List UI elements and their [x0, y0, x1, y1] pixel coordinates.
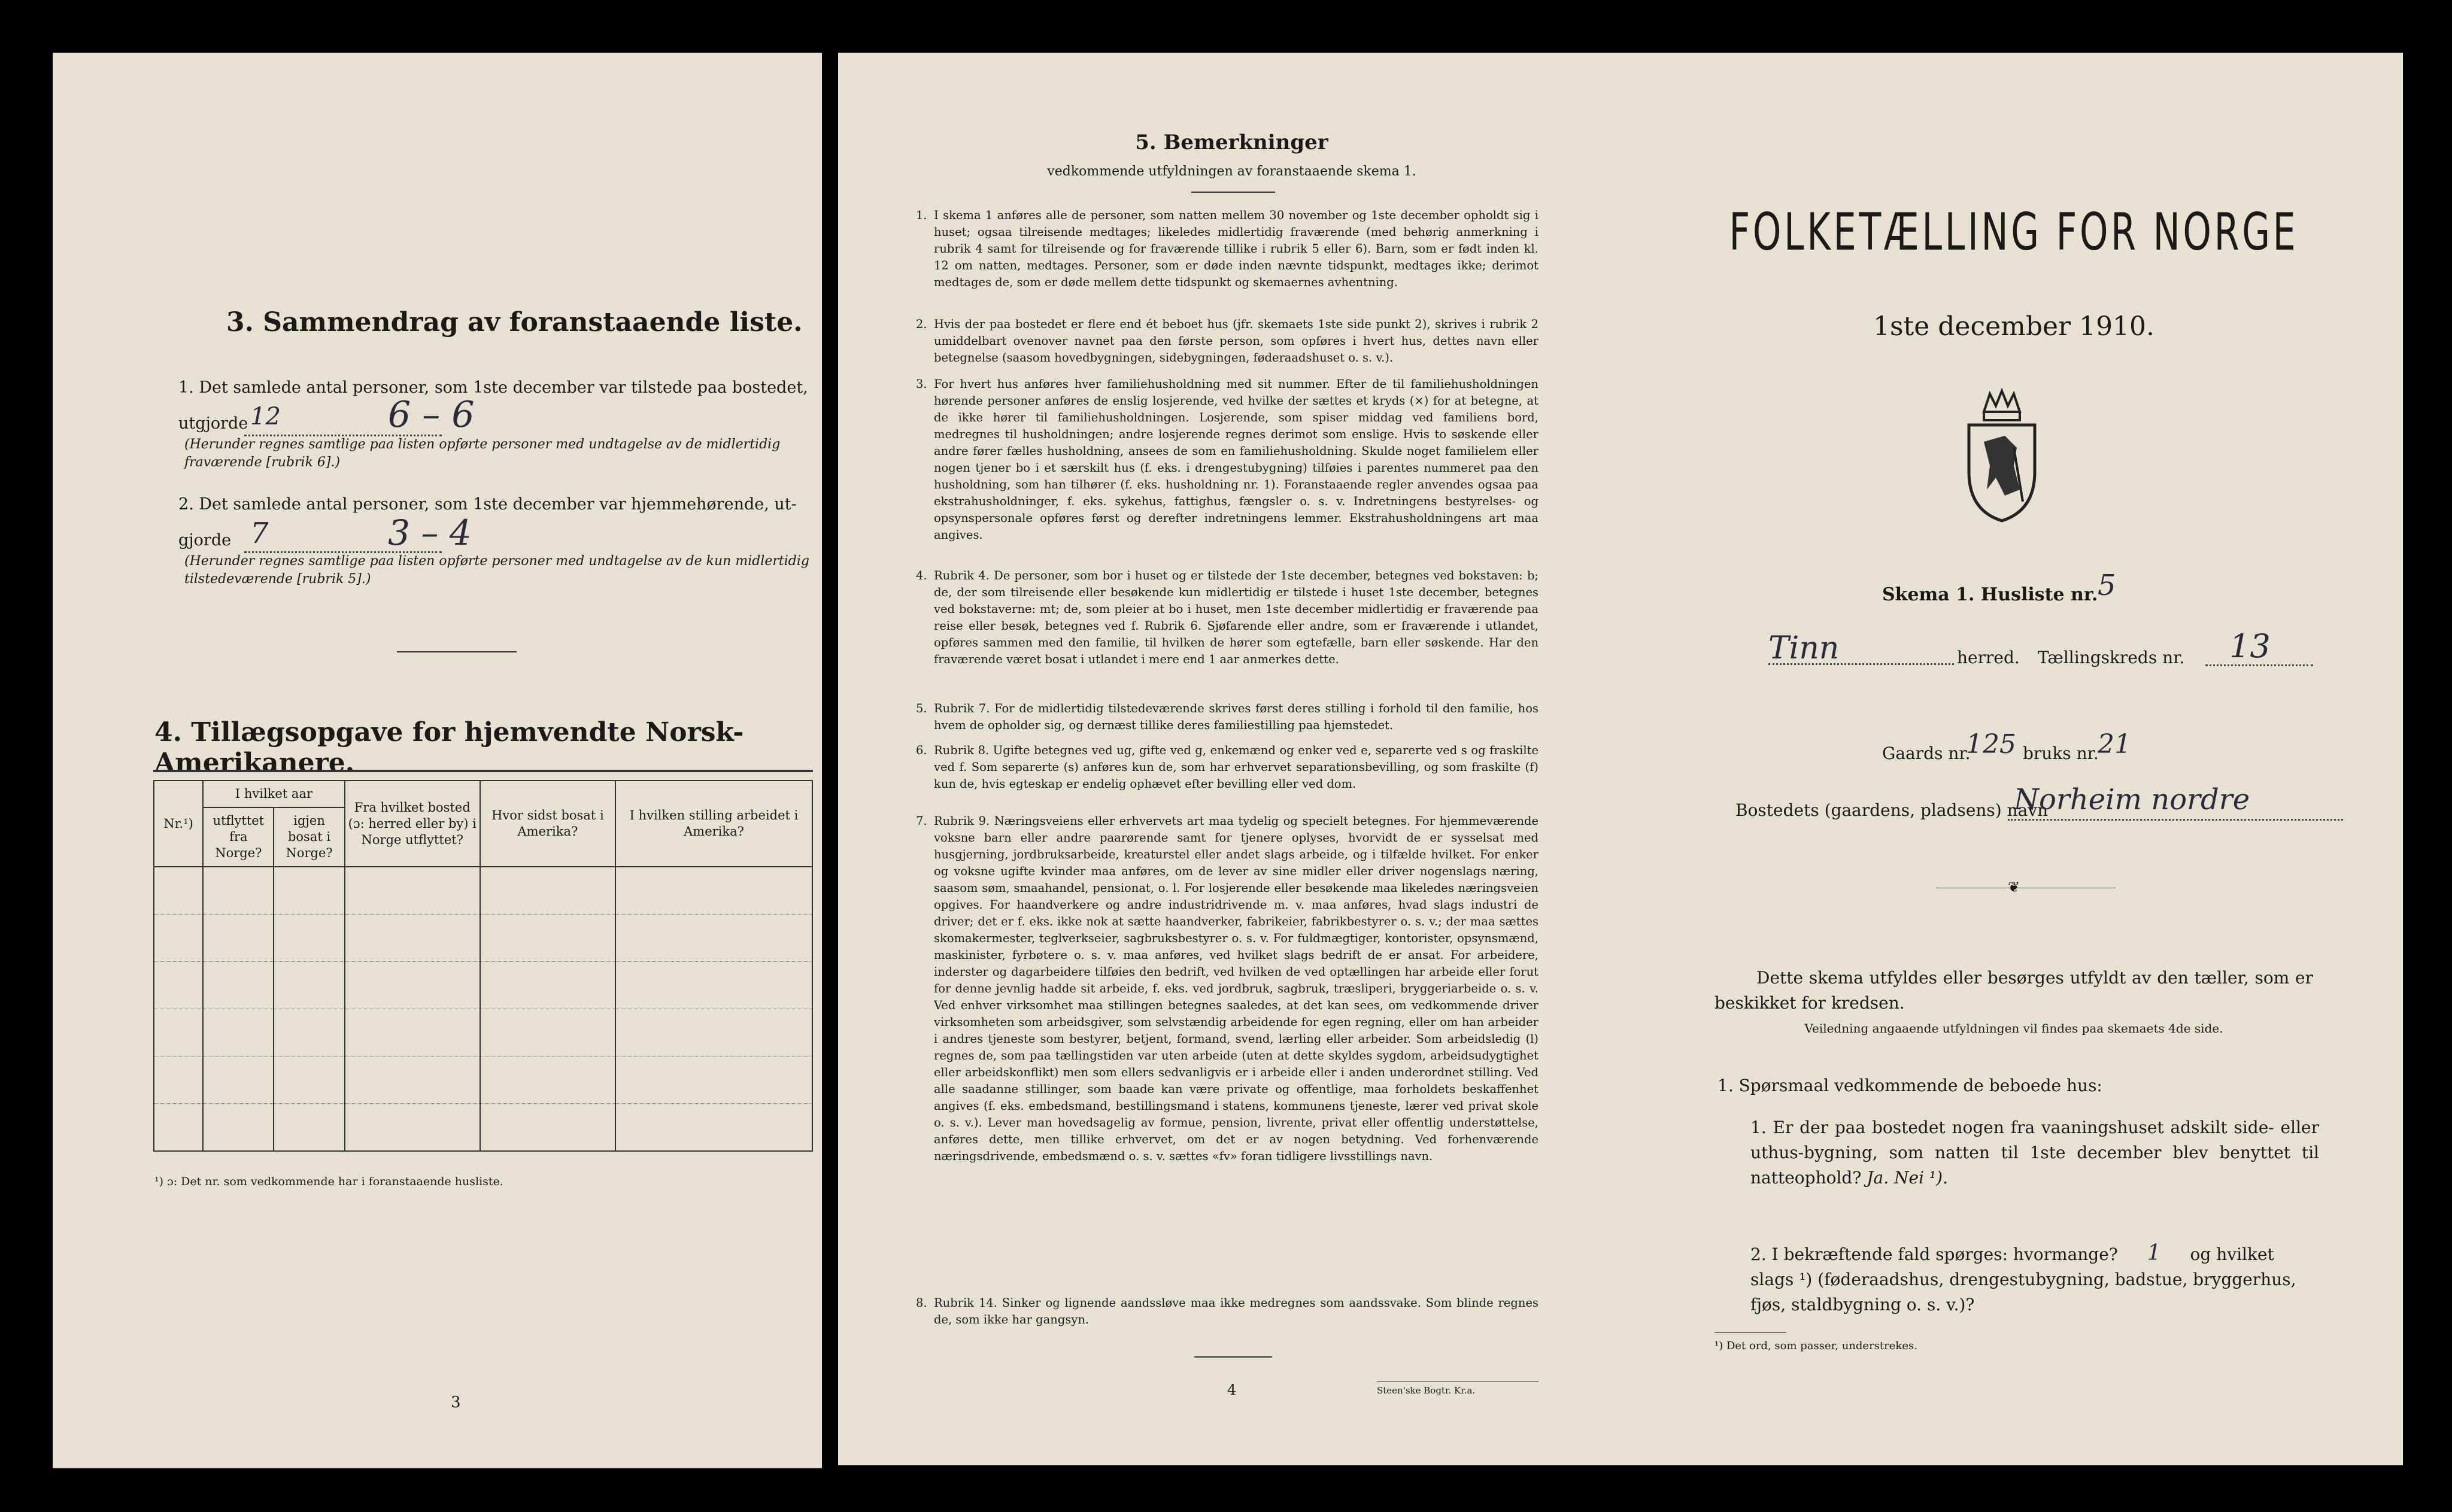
- gaards-label: Gaards nr.: [1882, 743, 1971, 763]
- herred-dotted-line: [1768, 663, 1954, 665]
- divider: [1191, 192, 1275, 193]
- section-4-title: 4. Tillægsopgave for hjemvendte Norsk-Amerikanere.: [154, 717, 744, 778]
- coat-of-arms-icon: [1957, 388, 2047, 526]
- remark-item-2: 2. Hvis der paa bostedet er flere end ét beboet hus (jfr. skemaets 1ste side punkt 2), skrives i rubrik 2 umiddelbart ovenover navnet paa den første person, som opføres i hvert hus, dettes navn eller betegnelse (saasom hovedbygningen, sidebygningen, føderaadshuset o. s. v.).: [916, 317, 1538, 365]
- q1-utgjorde-label: utgjorde: [178, 414, 248, 433]
- bruks-label: bruks nr.: [2023, 743, 2099, 763]
- remark-item-4: 4. Rubrik 4. De personer, som bor i huset og er tilstede der 1ste december, betegnes ved bokstaven: b; de, der som tilreisende eller besøkende kun midlertidig er tilstede i huset 1ste december, betegnes ved bokstaverne: mt; de, som pleier at bo i huset, men 1ste december midlertidig er fraværende paa reise eller besøk, betegnes ved f. Rubrik 6. Sjøfarende eller andre, som er fraværende i utlandet, opføres sammen med den familie, til hvilken de hører som egtefælle, barn eller søskende. Har den fraværende været bosat i utlandet i mere end 1 aar anmerkes dette.: [916, 569, 1538, 666]
- page-number: 3: [451, 1393, 461, 1411]
- q1-line: 1. Det samlede antal personer, som 1ste december var tilstede paa bostedet,: [178, 378, 808, 397]
- section-5-subtitle: vedkommende utfyldningen av foranstaaende skema 1.: [1047, 164, 1416, 179]
- section-4-footnote: ¹) ɔ: Det nr. som vedkommende har i foranstaaende husliste.: [154, 1175, 503, 1188]
- bosted-value: Norheim nordre: [2014, 783, 2250, 816]
- bosted-dotted-line: [2008, 819, 2343, 821]
- norsk-amerikanere-table: [153, 780, 813, 1152]
- page-right: [1625, 53, 2403, 1465]
- col-position: I hvilken stilling arbeidet i Amerika?: [615, 781, 812, 867]
- husliste-nr-value: 5: [2098, 569, 2116, 602]
- remark-item-5: 5. Rubrik 7. For de midlertidig tilstedeværende skrives først deres stilling i forhold til den familie, hos hvem de opholder sig, og dernæst tillike deres familiestilling paa hjemstedet.: [916, 702, 1538, 732]
- remark-item-1: 1. I skema 1 anføres alle de personer, som natten mellem 30 november og 1ste december opholdt sig i huset; ogsaa tilreisende medtages; likeledes midlertidig fraværende (med behørig anmerkning i rubrik 4 samt for tilreisende og for fraværende tillike i rubrik 5 eller 6). Barn, som er født inden kl. 12 om natten, medtages. Personer, som er døde inden nævnte tidspunkt, medtages ikke; derimot medtages de, som er døde mellem dette tidspunkt og skemaernes avhentning.: [916, 208, 1538, 289]
- bruks-value: 21: [2098, 729, 2131, 760]
- table-row: [154, 1056, 812, 1104]
- questions-header: 1. Spørsmaal vedkommende de beboede hus:: [1717, 1076, 2102, 1095]
- right-footnote: ¹) Det ord, som passer, understrekes.: [1714, 1340, 1917, 1352]
- kreds-label: Tællingskreds nr.: [2038, 648, 2185, 667]
- col-emigrated: utflyttet fra Norge?: [203, 807, 274, 867]
- herred-value: Tinn: [1768, 630, 1840, 666]
- herred-label: herred.: [1957, 648, 2020, 667]
- question-2: 2. I bekræftende fald spørges: hvormange? 1 og hvilket slags ¹) (føderaadshus, drengestubygning, badstue, bryggerhus, fjøs, staldbygning o. s. v.)?: [1750, 1241, 2296, 1314]
- printer-credit: Steen'ske Bogtr. Kr.a.: [1377, 1385, 1476, 1396]
- remark-item-3: 3. For hvert hus anføres hver familiehusholdning med sit nummer. Efter de til familiehusholdningen hørende personer anføres de enslig losjerende, ved hvilke der sættes et kryds (×) for at betegne, at de ikke hører til familiehusholdningen. Losjerende, som spiser middag ved familiens bord, medregnes til husholdningen; andre losjerende regnes derimot som enslige. Hvis to søskende eller andre fører fælles husholdning, ansees de som en familiehusholdning. Skulde noget familielem eller nogen tjener bo i et særskilt hus (f. eks. i drengestubygning) tilføies i parentes nummeret paa den husholdning, som han tilhører (f. eks. husholdning nr. 1). Foranstaaende regler anvendes ogsaa paa ekstrahusholdninger, f. eks. sykehus, fattighus, fængsler o. s. v. Indretningens bestyrelses- og opsynspersonale opføres først og derefter indretningens lemmer. Ekstrahusholdningens art maa angives.: [916, 377, 1538, 542]
- rule: [1714, 1332, 1786, 1333]
- col-returned: igjen bosat i Norge?: [274, 807, 344, 867]
- divider: [1194, 1356, 1272, 1358]
- q1-handwritten-a: 12: [250, 403, 281, 430]
- section-5-title: 5. Bemerkninger: [1135, 130, 1328, 154]
- page-number: 4: [1227, 1382, 1237, 1398]
- q2-handwritten-a: 7: [250, 517, 269, 550]
- question-2-handwritten: 1: [2147, 1241, 2161, 1265]
- kreds-value: 13: [2229, 627, 2271, 665]
- page-left: [53, 53, 822, 1468]
- table-row: [154, 1104, 812, 1152]
- rule: [153, 770, 813, 772]
- table-row: [154, 867, 812, 915]
- intro-guidance: Veiledning angaaende utfyldningen vil findes paa skemaets 4de side.: [1804, 1021, 2223, 1036]
- skema-label: Skema 1. Husliste nr.: [1882, 584, 2098, 605]
- intro-text: Dette skema utfyldes eller besørges utfyldt av den tæller, som er beskikket for kredsen.: [1714, 968, 2313, 1013]
- census-title: FOLKETÆLLING FOR NORGE: [1729, 202, 2299, 262]
- table-row: [154, 962, 812, 1009]
- q1-handwritten-b: 6 – 6: [388, 394, 475, 436]
- col-where-lived: Hvor sidst bosat i Amerika?: [480, 781, 615, 867]
- q2-handwritten-b: 3 – 4: [388, 512, 472, 553]
- bosted-label: Bostedets (gaardens, pladsens) navn: [1735, 800, 2049, 820]
- section-3-title: 3. Sammendrag av foranstaaende liste.: [226, 307, 803, 338]
- q2-line: 2. Det samlede antal personer, som 1ste december var hjemmehørende, ut-: [178, 495, 797, 514]
- page-middle: [838, 53, 1625, 1465]
- q2-note: (Herunder regnes samtlige paa listen opførte personer med undtagelse av de kun midlertidig tilstedeværende [rubrik 5].): [184, 554, 809, 587]
- q1-note: (Herunder regnes samtlige paa listen opførte personer med undtagelse av de midlertidig fraværende [rubrik 6].): [184, 437, 781, 470]
- col-year-group: I hvilket aar: [203, 781, 344, 807]
- divider: [397, 651, 517, 652]
- remark-item-7: 7. Rubrik 9. Næringsveiens eller erhvervets art maa tydelig og specielt betegnes. For hjemmeværende voksne barn eller andre paarørende samt for tjenere oplyses, hvorvidt de er sysselsat med husgjerning, jordbruksarbeide, kreaturstel eller andet slags arbeide, og i tilfælde hvilket. For enker og voksne ugifte kvinder maa anføres, om de lever av sine midler eller driver nogenslags næring, saasom søm, smaahandel, pensionat, o. l. For losjerende eller besøkende maa likeledes næringsveien opgives. For haandverkere og andre industridrivende m. v. maa anføres, hvad slags industri de driver; det er f. eks. ikke nok at sætte haandverker, fabrikeier, fabrikbestyrer o. s. v.; der maa sættes skomakermester, teglverkseier, sagbruksbestyrer o. s. v. For fuldmægtiger, kontorister, opsynsmænd, maskinister, fyrbøtere o. s. v. maa anføres, ved hvilket slags bedrift de er ansat. For arbeidere, inderster og dagarbeidere tilføies den bedrift, ved hvilken de ved optællingen har arbeide eller forut for denne jevnlig hadde sit arbeide, f. eks. ved jordbruk, sagbruk, træsliperi, bryggeriarbeide o. s. v. Ved enhver virksomhet maa stillingen betegnes saaledes, at det kan sees, om vedkommende driver virksomheten som arbeidsgiver, som selvstændig arbeidende for egen regning, eller om han arbeider i andres tjeneste som bestyrer, betjent, formand, svend, lærling eller arbeider. Som arbeidsledig (l) regnes de, som paa tællingstiden var uten arbeide (uten at dette skyldes sygdom, arbeidsudygtighet eller arbeidskonflikt) men som ellers sedvanligvis er i arbeide eller i anden underordnet stilling. Ved alle saadanne stillinger, som baade kan være private og offentlige, maa forholdets beskaffenhet angives (f. eks. embedsmand, bestillingsmand i statens, kommunens tjeneste, lærer ved privat skole o. s. v.). Lever man hovedsagelig av formue, pension, livrente, privat eller offentlig understøttelse, anføres dette, men tillike erhvervet, om det er av nogen betydning. Ved forhenværende næringsdrivende, embedsmænd o. s. v. sættes «fv» foran tidligere livsstillings navn.: [916, 814, 1538, 1163]
- col-from-where: Fra hvilket bosted (ɔ: herred eller by) i Norge utflyttet?: [345, 781, 480, 867]
- question-1-answer: Ja. Nei ¹).: [1867, 1168, 1948, 1188]
- remark-item-8: 8. Rubrik 14. Sinker og lignende aandssløve maa ikke medregnes som aandssvake. Som blinde regnes de, som ikke har gangsyn.: [916, 1296, 1538, 1326]
- census-date: 1ste december 1910.: [1873, 311, 2155, 342]
- table-row: [154, 1009, 812, 1056]
- kreds-dotted-line: [2205, 664, 2313, 666]
- table-row: [154, 915, 812, 962]
- q2-utgjorde-label: gjorde: [178, 531, 232, 549]
- col-nr: Nr.¹): [154, 781, 203, 867]
- gaards-value: 125: [1966, 729, 2016, 760]
- remark-item-6: 6. Rubrik 8. Ugifte betegnes ved ug, gifte ved g, enkemænd og enker ved e, separerte ved s og fraskilte ved f. Som separerte (s) anføres kun de, som har erhvervet separationsbevilling, og som fraskilte (f) kun de, hvis egteskap er endelig ophævet efter bevilling eller ved dom.: [916, 743, 1538, 791]
- ornament-icon: ❦: [2007, 879, 2020, 895]
- question-1: 1. Er der paa bostedet nogen fra vaaningshuset adskilt side- eller uthus-bygning, som natten til 1ste december blev benyttet til natteophold? Ja. Nei ¹).: [1750, 1118, 2319, 1188]
